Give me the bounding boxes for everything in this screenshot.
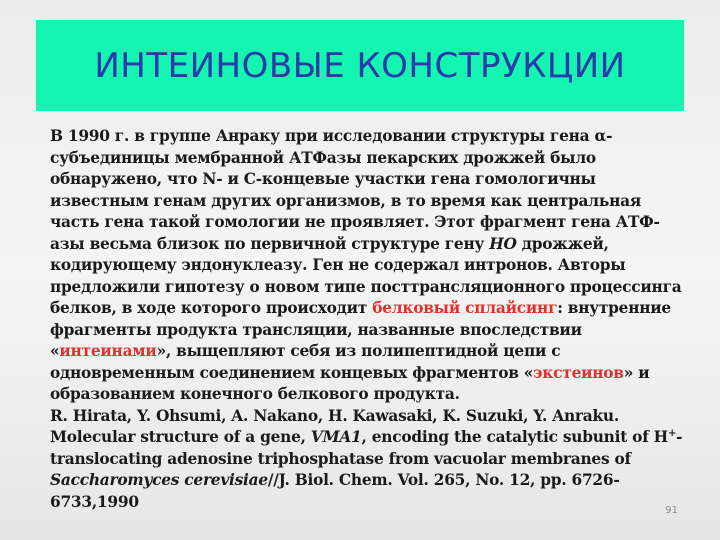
slide-body	[50, 126, 688, 513]
slide-title: ИНТЕИНОВЫЕ КОНСТРУКЦИИ	[94, 45, 626, 86]
term-exteins: экстеинов	[533, 363, 624, 382]
page-number: 91	[665, 505, 678, 516]
reference-text: , encoding the catalytic subunit of H	[361, 428, 668, 446]
paragraph-text: » и образованием конечного белкового продукта.	[50, 363, 650, 403]
term-protein-splicing: белковый сплайсинг	[372, 299, 558, 317]
reference-authors: R. Hirata, Y. Ohsumi, A. Nakano, H. Kawasaki, K. Suzuki, Y. Anraku. Molecular structure of a gene,	[50, 406, 619, 446]
reference-gene: VMA1	[310, 428, 362, 446]
reference-journal: //J. Biol. Chem. Vol. 265, No. 12, pp. 6726-6733,1990	[50, 471, 620, 511]
gene-ho: HO	[489, 234, 517, 253]
reference-text: -translocating adenosine triphosphatase from vacuolar membranes of	[50, 428, 683, 468]
paragraph-text: дрожжей, кодирующему эндонуклеазу. Ген не содержал интронов. Авторы предложили гипотезу о новом типе посттрансляционного процессинга белков, в ходе которого происходит	[50, 234, 682, 317]
reference	[50, 406, 688, 514]
paragraph-text: В 1990 г. в группе Анраку при исследовании структуры гена α-субъединицы мембранной АТФазы пекарских дрожжей было обнаружено, что N- и C-концевые участки гена гомологичны известным генам других организмов, в то время как центральная часть гена такой гомологии не проявляет. Этот фрагмент гена АТФ-азы весьма близок по первичной структуре гену	[50, 127, 660, 253]
title-bar	[36, 20, 684, 111]
main-paragraph	[50, 126, 688, 406]
paragraph-text: », выщепляют себя из полипептидной цепи с одновременным соединением концевых фрагментов «	[50, 342, 561, 382]
reference-species: Saccharomyces cerevisiae	[50, 471, 268, 489]
term-inteins: интеинами	[59, 342, 157, 360]
reference-superscript: +	[667, 428, 677, 439]
paragraph-text: : внутренние фрагменты продукта трансляции, названные впоследствии «	[50, 299, 671, 360]
